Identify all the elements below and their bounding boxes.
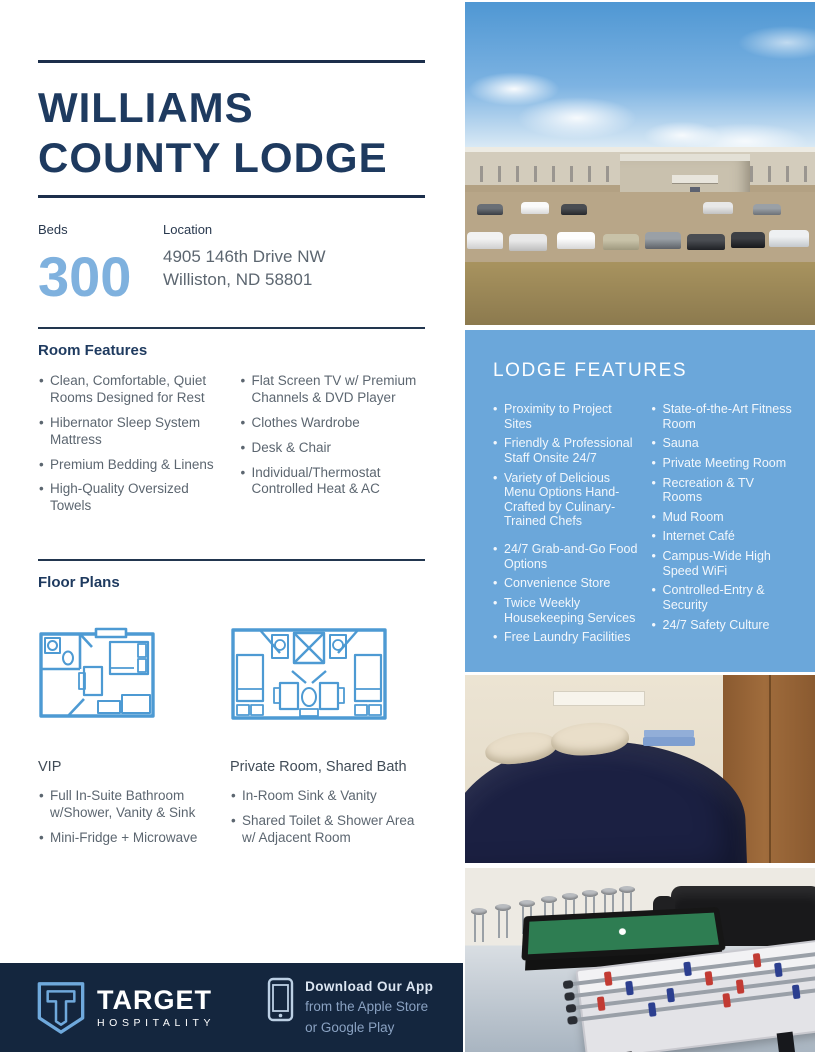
room-features-list [38, 373, 425, 523]
wall-vent [553, 691, 645, 706]
footer [0, 963, 463, 1052]
address-line-2: Williston, ND 58801 [163, 269, 313, 289]
download-line-3: or Google Play [305, 1019, 395, 1035]
list-item: • Clothes Wardrobe [240, 415, 426, 432]
room-features-col1 [38, 373, 224, 523]
list-item: • Hibernator Sleep System Mattress [38, 415, 224, 449]
address-line-1: 4905 146th Drive NW [163, 247, 326, 267]
recreation-game-room-photo [465, 868, 815, 1052]
list-item: • Proximity to Project Sites [493, 402, 639, 431]
list-item: • Clean, Comfortable, Quiet Rooms Designed for Rest [38, 373, 224, 407]
list-item: • Friendly & Professional Staff Onsite 24/7 [493, 436, 639, 465]
grass-foreground [465, 262, 815, 325]
brand-lockup [36, 980, 215, 1036]
lodge-aerial-exterior-photo [465, 2, 815, 325]
lodge-features-list [493, 402, 797, 650]
list-item: • Flat Screen TV w/ Premium Channels & DVD Player [240, 373, 426, 407]
lodge-features-panel [465, 330, 815, 672]
download-line-1: Download Our App [305, 979, 434, 995]
beds-stat [38, 222, 163, 309]
list-item: • 24/7 Safety Culture [652, 618, 798, 633]
beds-value: 300 [38, 245, 132, 309]
bar-stool [495, 904, 511, 938]
left-column [0, 0, 463, 855]
list-item: • High-Quality Oversized Towels [38, 481, 224, 515]
stats-row [38, 222, 425, 309]
lodge-features-heading: LODGE FEATURES [493, 360, 688, 381]
divider [38, 327, 425, 329]
list-item: • Private Meeting Room [652, 456, 798, 471]
bar-stool [471, 908, 487, 942]
target-shield-logo-icon [36, 980, 86, 1036]
brand-subtitle: HOSPITALITY [97, 1016, 216, 1029]
vip-plan-name: VIP [38, 759, 62, 776]
list-item: • Twice Weekly Housekeeping Services [493, 596, 639, 625]
location-label: Location [163, 222, 213, 238]
list-item: • Internet Café [652, 529, 798, 544]
list-item: • Sauna [652, 436, 798, 451]
room-features-heading: Room Features [38, 342, 148, 360]
lodge-features-col1 [493, 402, 639, 650]
list-item: • Premium Bedding & Linens [38, 457, 224, 474]
list-item: • Mud Room [652, 510, 798, 525]
list-item: • Convenience Store [493, 576, 639, 591]
shared-floor-plan-icon [230, 625, 388, 725]
floor-plans-row [38, 605, 425, 855]
brand-text [97, 984, 216, 1029]
list-item: • Campus-Wide High Speed WiFi [652, 549, 798, 578]
list-item: • Controlled-Entry & Security [652, 583, 798, 612]
parking-lot [465, 192, 815, 270]
brand-name: TARGET [97, 984, 212, 1015]
list-item: • Variety of Delicious Menu Options Hand-Crafted by Culinary-Trained Chefs [493, 471, 639, 530]
list-item: • Free Laundry Facilities [493, 630, 639, 645]
vip-plan-block [38, 605, 218, 855]
list-item: • Shared Toilet & Shower Area w/ Adjacent Room [230, 813, 425, 847]
list-item: • Mini-Fridge + Microwave [38, 830, 218, 847]
address [163, 246, 326, 291]
room-features-col2 [240, 373, 426, 523]
divider [38, 60, 425, 63]
floor-plans-heading: Floor Plans [38, 574, 120, 592]
page-title: WILLIAMS COUNTY LODGE [38, 84, 388, 181]
list-item: • Individual/Thermostat Controlled Heat & AC [240, 465, 426, 499]
list-item: • State-of-the-Art Fitness Room [652, 402, 798, 431]
list-item: • Full In-Suite Bathroom w/Shower, Vanity & Sink [38, 788, 218, 822]
vip-floor-plan [38, 621, 218, 729]
divider [38, 195, 425, 198]
download-line-2: from the Apple Store [305, 999, 429, 1015]
smartphone-icon [267, 977, 294, 1022]
vip-floor-plan-icon [38, 627, 156, 723]
pool-table [521, 907, 726, 961]
guest-bedroom-photo [465, 675, 815, 863]
folded-towels [643, 737, 695, 746]
shared-plan-bullets [230, 788, 425, 847]
location-stat [163, 222, 326, 305]
download-app-block [267, 977, 433, 1038]
list-item: • 24/7 Grab-and-Go Food Options [493, 542, 639, 571]
divider [38, 559, 425, 561]
shared-floor-plan [230, 621, 425, 729]
sky [465, 2, 815, 147]
list-item: • Recreation & TV Rooms [652, 476, 798, 505]
beds-label: Beds [38, 222, 68, 238]
download-text [305, 977, 433, 1038]
shared-plan-name: Private Room, Shared Bath [230, 759, 407, 776]
list-item: • In-Room Sink & Vanity [230, 788, 425, 805]
shared-plan-block [230, 605, 425, 855]
vip-plan-bullets [38, 788, 218, 847]
list-item: • Desk & Chair [240, 440, 426, 457]
lodge-features-col2 [652, 402, 798, 650]
